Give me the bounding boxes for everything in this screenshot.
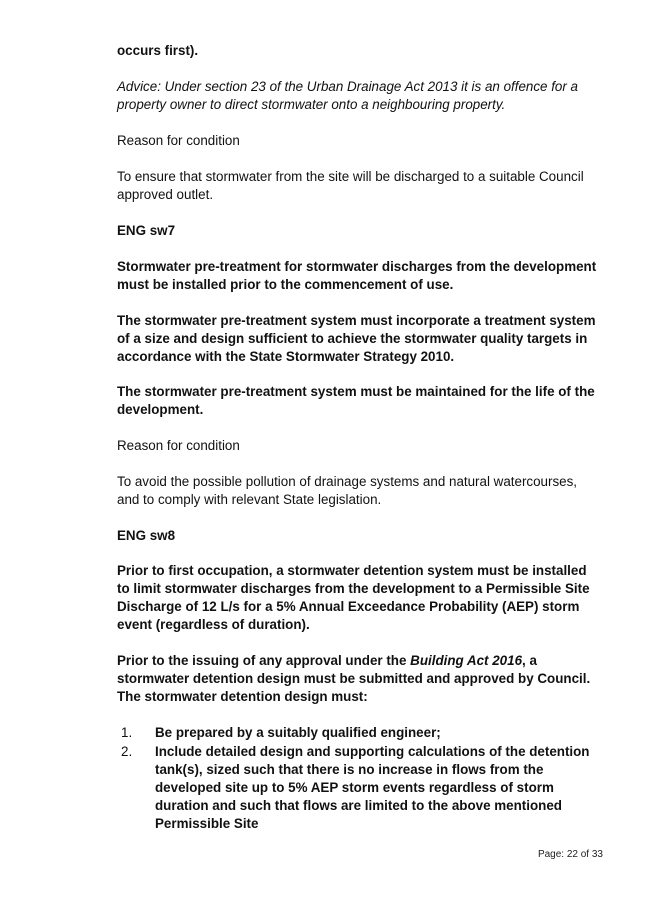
sw8-paragraph-1: Prior to first occupation, a stormwater detention system must be installed to limit stormwater discharges from the development to a Permissible Site Discharge of 12 L/s for a 5% Annual Exceedance Probability (AEP) storm event (regardless of duration).	[117, 563, 590, 632]
sw7-paragraph-2: The stormwater pre-treatment system must incorporate a treatment system of a size and design sufficient to achieve the stormwater quality targets in accordance with the State Stormwater Strategy 2010.	[117, 313, 596, 364]
condition-heading-sw7: ENG sw7	[117, 223, 176, 238]
act-title: Building Act 2016	[410, 653, 523, 668]
sw8-paragraph-2-start: Prior to the issuing of any approval under the	[117, 653, 411, 668]
reason-text: To avoid the possible pollution of drainage systems and natural watercourses, and to comply with relevant State legislation.	[117, 474, 578, 507]
list-item-number: 2.	[121, 744, 133, 759]
sw8-paragraph-2-end: , a stormwater detention design must be submitted and approved by Council. The stormwater detention design must:	[117, 653, 591, 704]
sw7-paragraph-3: The stormwater pre-treatment system must be maintained for the life of the development.	[117, 384, 595, 417]
list-item: Include detailed design and supporting calculations of the detention tank(s), sized such that there is no increase in flows from the developed site up to 5% AEP storm events regardless of storm duration and such that flows are limited to the above mentioned Permissible Site	[155, 744, 590, 831]
continued-text: occurs first).	[117, 43, 199, 58]
list-item-number: 1.	[121, 725, 133, 740]
advice-note: Advice: Under section 23 of the Urban Drainage Act 2013 it is an offence for a property owner to direct stormwater onto a neighbouring property.	[117, 79, 579, 112]
reason-text: To ensure that stormwater from the site will be discharged to a suitable Council approved outlet.	[117, 169, 584, 202]
reason-heading: Reason for condition	[117, 438, 240, 453]
page-number: Page: 22 of 33	[537, 849, 603, 860]
reason-heading: Reason for condition	[117, 133, 240, 148]
sw7-paragraph-1: Stormwater pre-treatment for stormwater discharges from the development must be installed prior to the commencement of use.	[117, 259, 597, 292]
sw8-paragraph-2	[117, 652, 602, 706]
list-item: Be prepared by a suitably qualified engineer;	[155, 725, 441, 740]
condition-heading-sw8: ENG sw8	[117, 528, 176, 543]
